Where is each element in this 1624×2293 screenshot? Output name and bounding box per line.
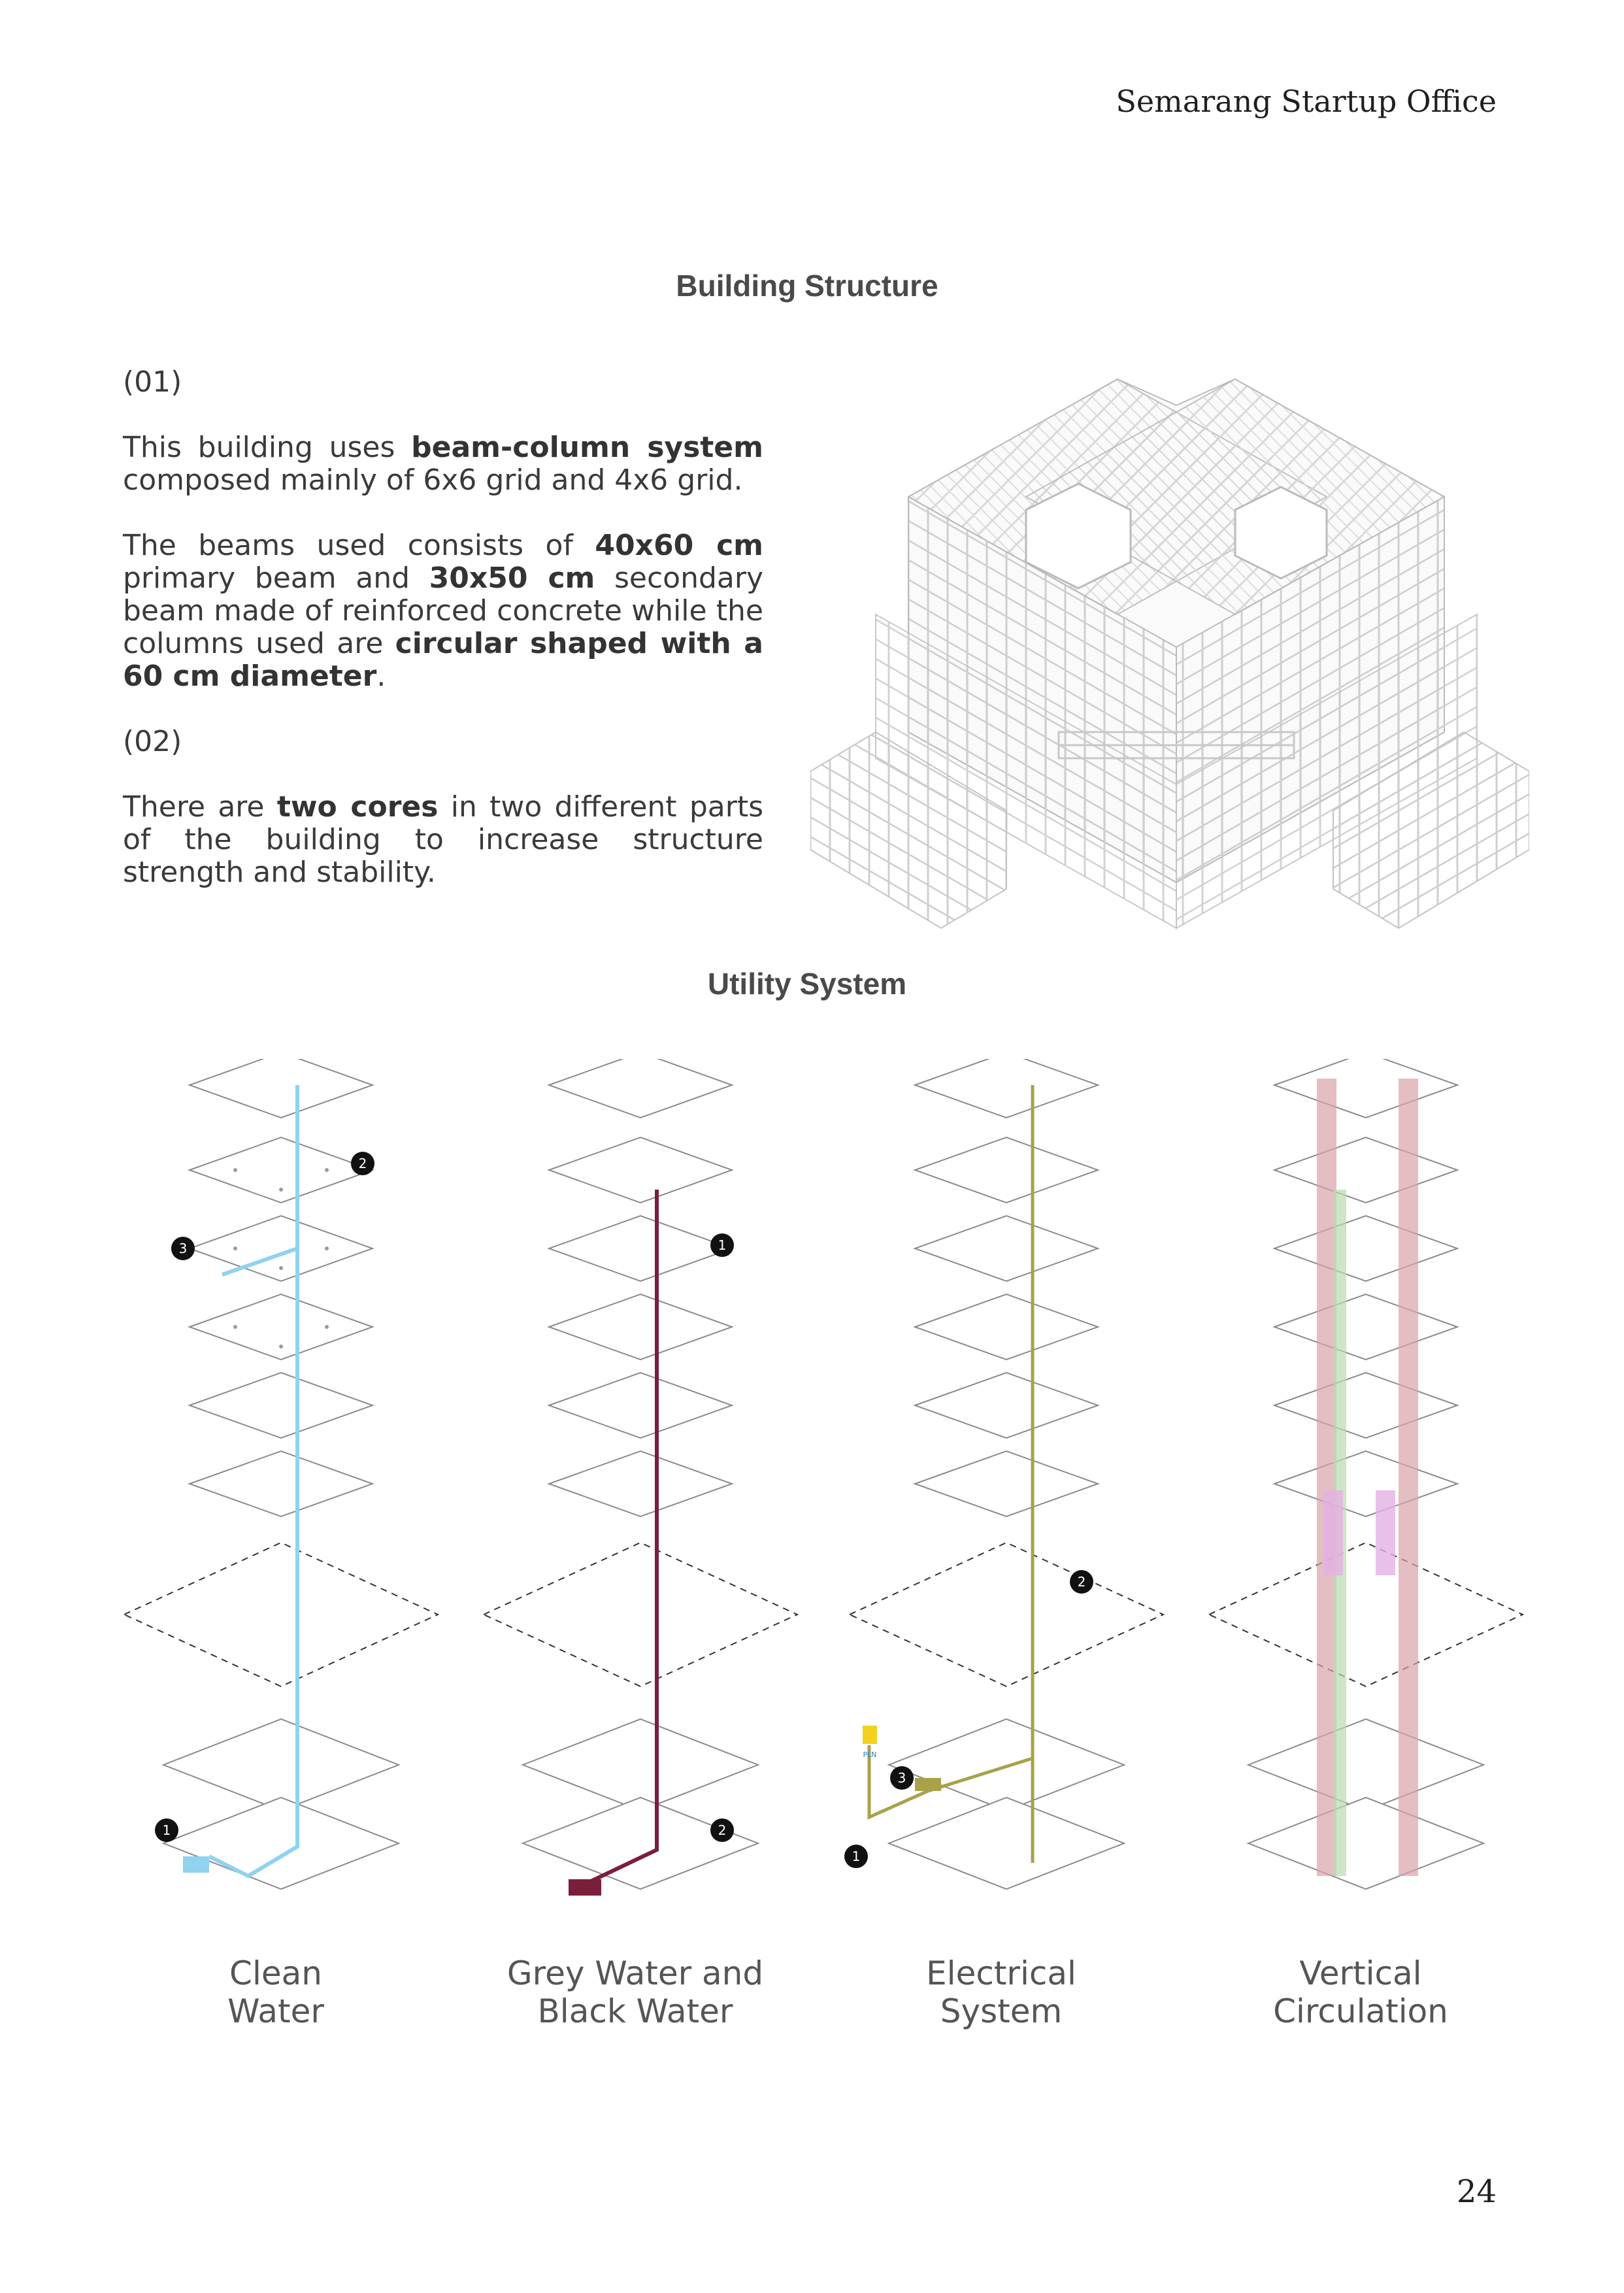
marker-2 [351, 1152, 374, 1175]
structure-section-title: Building Structure [676, 269, 938, 303]
marker-1 [710, 1233, 734, 1257]
point-1-paragraph-a: This building uses beam-column system composed mainly of 6x6 grid and 4x6 grid. [123, 431, 763, 497]
caption-clean-water: Clean Water [227, 1954, 324, 2030]
svg-text:PLN: PLN [863, 1750, 877, 1759]
caption-electrical-system: Electrical System [926, 1954, 1076, 2030]
svg-text:3: 3 [178, 1241, 188, 1256]
svg-text:3: 3 [897, 1770, 906, 1786]
svg-text:1: 1 [162, 1822, 171, 1838]
document-title: Semarang Startup Office [1116, 84, 1497, 119]
power-source-icon [863, 1726, 877, 1759]
structure-description [123, 366, 763, 922]
vertical-circulation-diagram [1202, 1059, 1529, 1922]
page-number: 24 [1456, 2173, 1497, 2210]
marker-1 [155, 1818, 178, 1842]
clean-water-diagram [118, 1059, 444, 1922]
marker-3 [890, 1766, 914, 1790]
utility-section-title: Utility System [707, 967, 907, 1001]
caption-vertical-circulation: Vertical Circulation [1273, 1954, 1448, 2030]
svg-text:1: 1 [718, 1237, 727, 1253]
marker-2 [710, 1818, 734, 1842]
point-1-paragraph-b: The beams used consists of 40x60 cm primary beam and 30x50 cm secondary beam made of reinforced concrete while the columns used are circular shaped with a 60 cm diameter. [123, 529, 764, 693]
svg-text:2: 2 [358, 1156, 367, 1171]
point-2-number: (02) [123, 725, 182, 758]
svg-text:2: 2 [718, 1822, 727, 1838]
marker-2 [1070, 1570, 1093, 1594]
point-2-paragraph: There are two cores in two different parts of the building to increase structure strength and stability. [123, 790, 764, 889]
point-1-number: (01) [123, 365, 182, 399]
structure-frame-illustration [810, 366, 1529, 941]
svg-text:2: 2 [1077, 1574, 1086, 1590]
caption-grey-black-water: Grey Water and Black Water [506, 1954, 764, 2030]
marker-3 [171, 1237, 195, 1260]
grey-black-water-diagram [477, 1059, 804, 1922]
marker-1 [844, 1845, 868, 1868]
svg-text:1: 1 [852, 1849, 861, 1864]
electrical-system-diagram [843, 1059, 1170, 1922]
